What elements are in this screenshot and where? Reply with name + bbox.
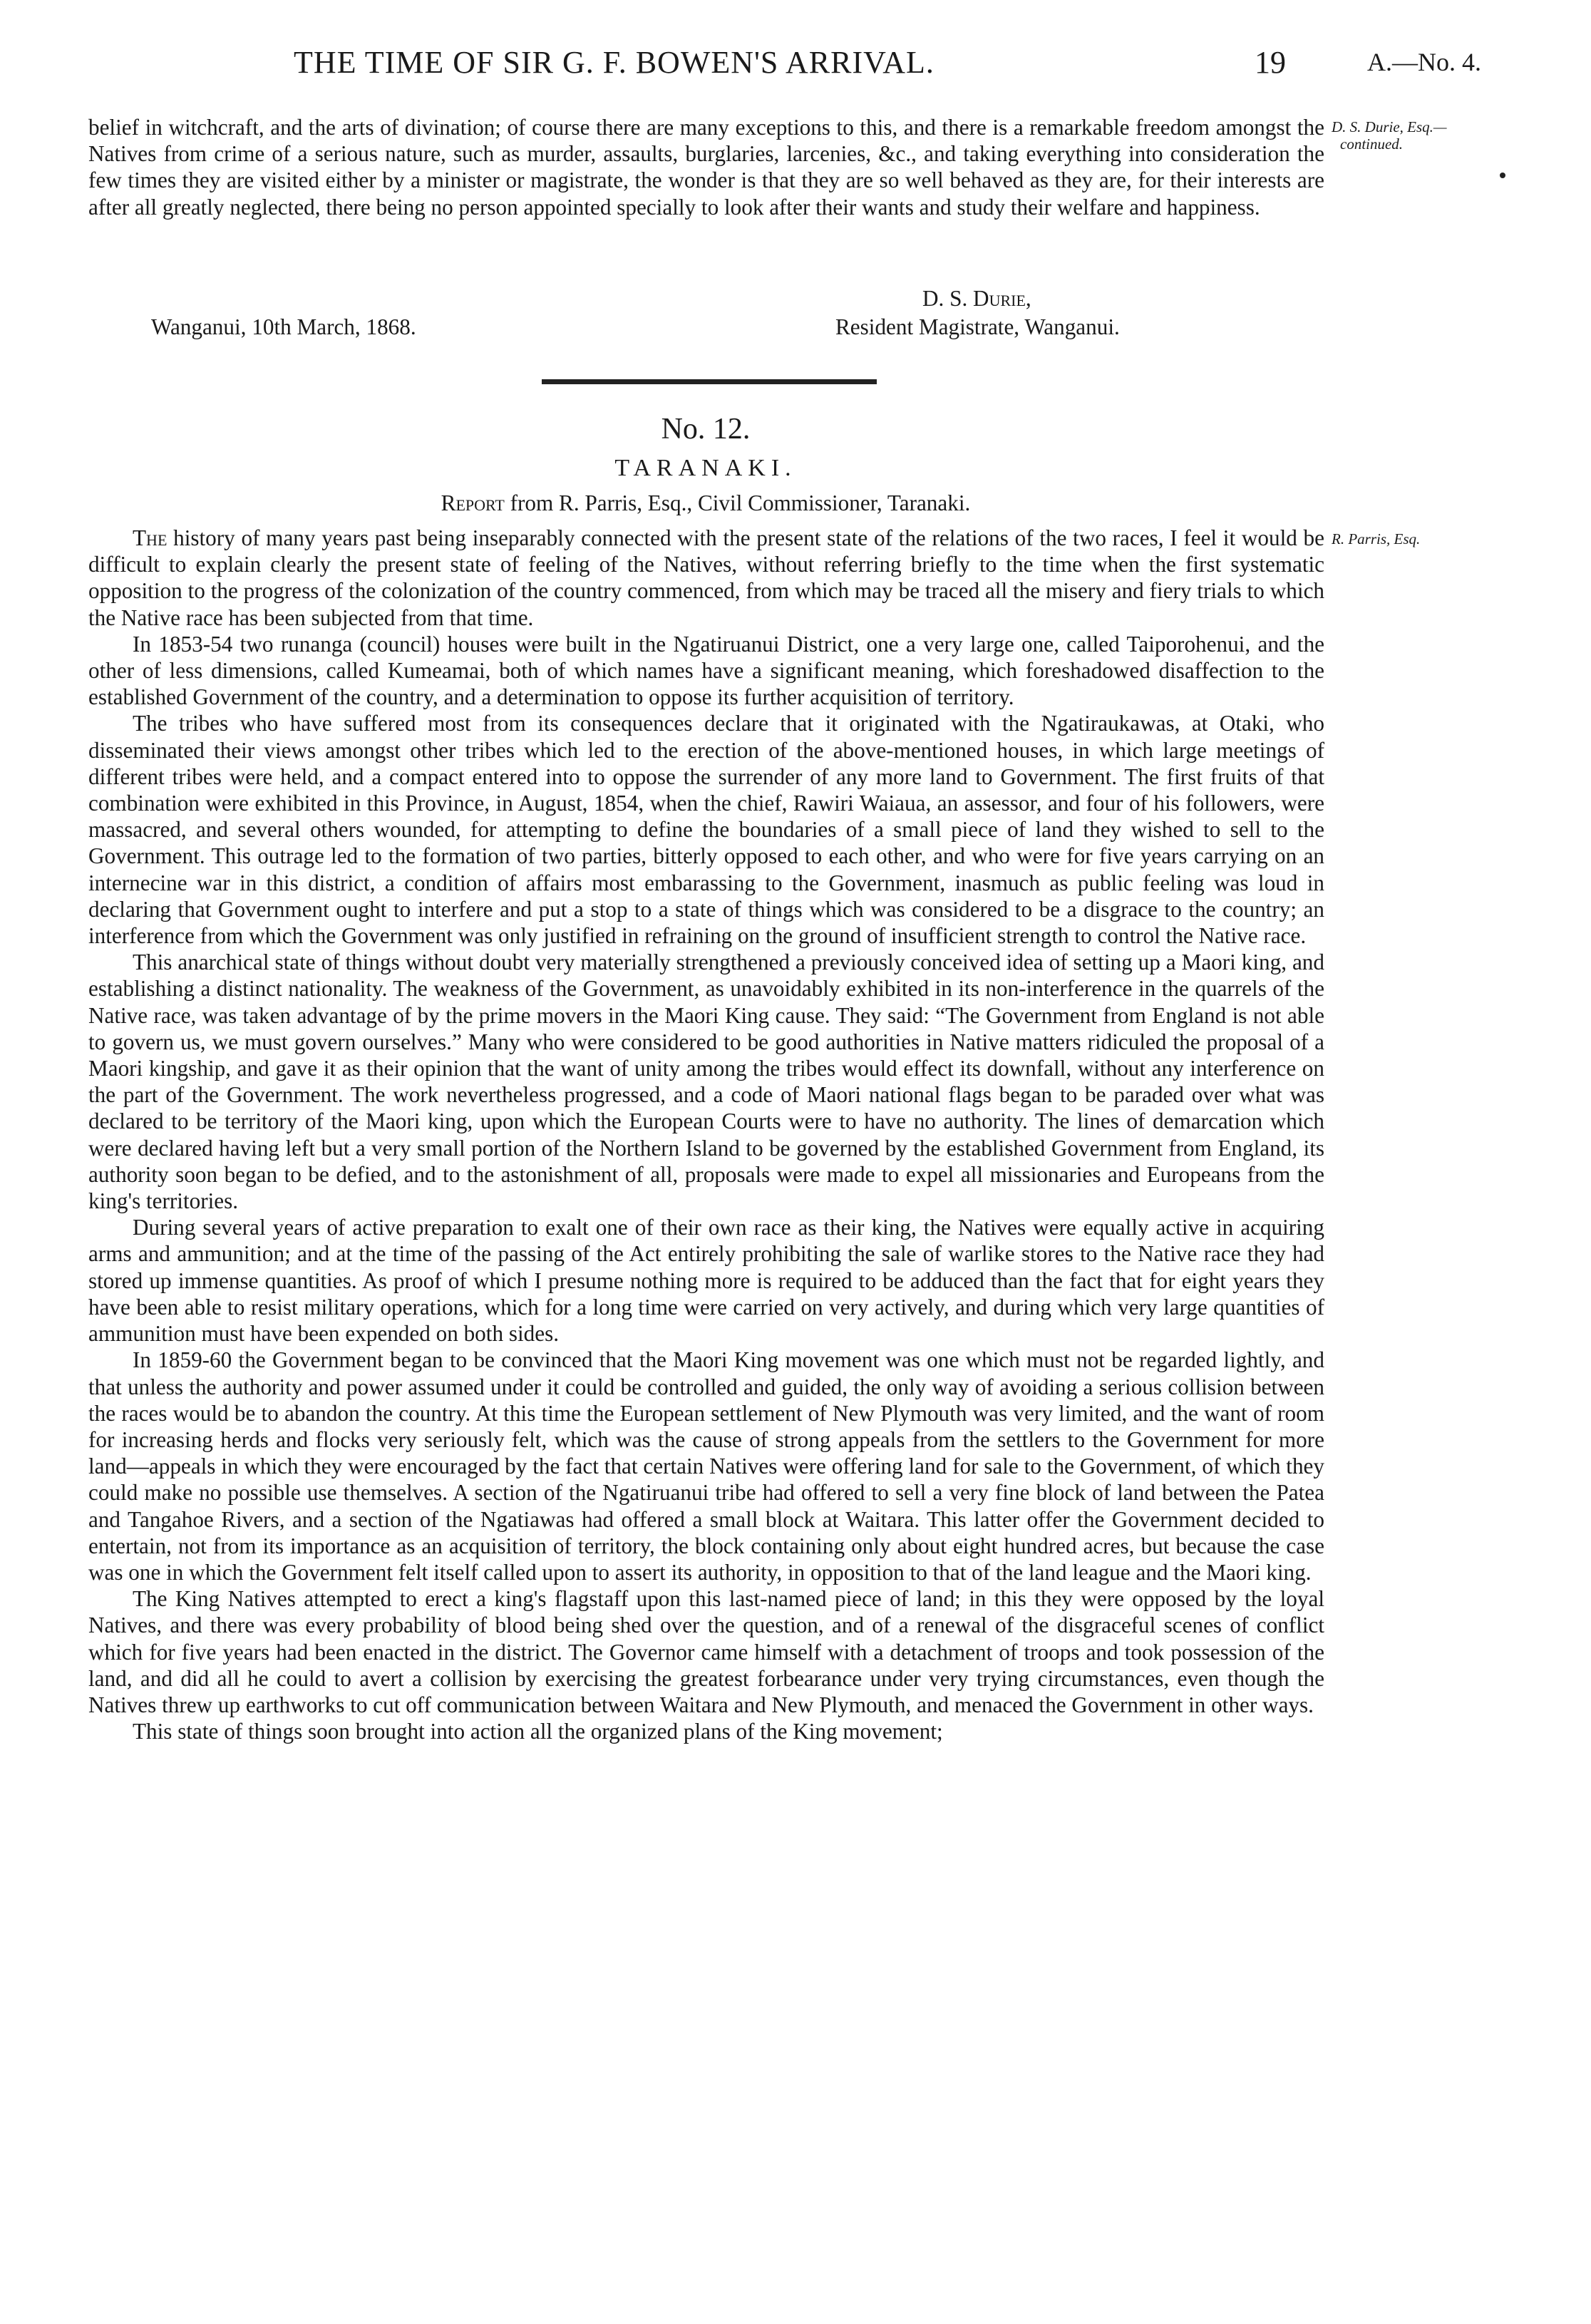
paragraph: In 1859-60 the Government began to be convinced that the Maori King movement was one which must not be regarded lightly, and that unless the authority and power assumed under it could be controlled and guided, the only way of avoiding a serious collision between the races would be to abandon the country. At this time the European settlement of New Plymouth was very limited, and the want of room for increasing herds and flocks very seriously felt, which was the cause of strong appeals from the settlers to the Government for more land—appeals in which they were encouraged by the fact that certain Natives were offering land for sale to the Government, of which they could make no possible use themselves. A section of the Ngatiruanui tribe had offered to sell a very fine block of land between the Patea and Tangahoe Rivers, and a section of the Ngatiawas had offered a small block at Waitara. This latter offer the Government decided to entertain, not from its importance as an acquisition of territory, the block containing only about eight hundred acres, but because the case was one in which the Government felt itself called upon to assert its authority, in opposition to that of the land league and the Maori king. — [88, 1347, 1324, 1585]
section-number: No. 12. — [661, 413, 751, 446]
report-byline: Report from R. Parris, Esq., Civil Commissioner, Taranaki. — [441, 490, 971, 515]
paragraph: belief in witchcraft, and the arts of divination; of course there are many exceptions to this, and there is a remarkable freedom amongst the Natives from crime of a serious nature, such as murder, assaults, burglaries, larcenies, &c., and taking everything into consideration the few times they are visited either by a minister or magistrate, the wonder is that they are so well behaved as they are, for their interests are after all greatly neglected, there being no person appointed specially to look after their wants and study their welfare and happiness. — [88, 115, 1324, 220]
margin-dot — [1500, 173, 1505, 178]
document-reference: A.—No. 4. — [1367, 48, 1481, 76]
place-date: Wanganui, 10th March, 1868. — [151, 314, 416, 339]
running-title: THE TIME OF SIR G. F. BOWEN'S ARRIVAL. — [294, 45, 934, 80]
parris-report-body — [88, 525, 1324, 1744]
margin-note-durie: D. S. Durie, Esq.— continued. — [1332, 118, 1447, 153]
paragraph: This anarchical state of things without doubt very materially strengthened a previously conceived idea of setting up a Maori king, and establishing a distinct nationality. The weakness of the Government, as unavoidably exhibited in its non-interference in the quarrels of the Native race, was taken advantage of by the prime movers in the Maori King cause. They said: “The Government from England is not able to govern us, we must govern ourselves.” Many who were considered to be good authorities in Native matters ridiculed the proposal of a Maori kingship, and gave it as their opinion that the want of unity among the tribes would effect its downfall, without any interference on the part of the Government. The work nevertheless progressed, and a code of Maori national flags began to be paraded over what was declared to be territory of the Maori king, upon which the European Courts were to have no authority. The lines of demarcation which were declared having left but a very small portion of the Northern Island to be governed by the established Government from England, its authority soon began to be defied, and to the astonishment of all, proposals were made to expel all missionaries and Europeans from the king's territories. — [88, 950, 1324, 1214]
paragraph: During several years of active preparation to exalt one of their own race as their king, the Natives were equally active in acquiring arms and ammunition; and at the time of the passing of the Act entirely prohibiting the sale of warlike stores to the Native race they had stored up immense quantities. As proof of which I presume nothing more is required to be adduced than the fact that for eight years they have been able to resist military operations, which for a long time were carried on very actively, and during which very large quantities of ammunition must have been expended on both sides. — [88, 1215, 1324, 1347]
margin-note-parris: R. Parris, Esq. — [1332, 530, 1421, 547]
section-divider — [542, 379, 877, 384]
paragraph: The history of many years past being inseparably connected with the present state of the relations of the two races, I feel it would be difficult to explain clearly the present state of feeling of the Natives, without referring briefly to the time when the first systematic opposition to the progress of the colonization of the country commenced, from which may be traced all the misery and fiery trials to which the Native race has been subjected from that time. — [88, 525, 1324, 630]
paragraph: This state of things soon brought into action all the organized plans of the King movement; — [133, 1719, 943, 1744]
paragraph: The King Natives attempted to erect a king's flagstaff upon this last-named piece of land; in this they were opposed by the loyal Natives, and there was every probability of blood being shed over the question, and of a renewal of the disgraceful scenes of conflict which for five years had been enacted in the district. The Governor came himself with a detachment of troops and took possession of the land, and did all he could to avert a collision by exercising the greatest forbearance under very trying circumstances, even though the Natives threw up earthworks to cut off communication between Waitara and New Plymouth, and menaced the Government in other ways. — [88, 1586, 1324, 1717]
page-header — [0, 44, 1591, 87]
section-place: TARANAKI. — [614, 455, 797, 481]
signature-title: Resident Magistrate, Wanganui. — [835, 314, 1120, 339]
signature-name: D. S. Durie, — [922, 286, 1031, 311]
durie-report-continuation — [88, 114, 1324, 220]
page-number: 19 — [1255, 45, 1286, 80]
paragraph: In 1853-54 two runanga (council) houses were built in the Ngatiruanui District, one a very large one, called Taiporohenui, and the other of less dimensions, called Kumeamai, both of which names have a significant meaning, which foreshadowed disaffection to the established Government of the country, and a determination to oppose its further acquisition of territory. — [88, 631, 1324, 710]
paragraph: The tribes who have suffered most from its consequences declare that it originated with the Ngatiraukawas, at Otaki, who disseminated their views amongst other tribes which led to the erection of the above-mentioned houses, in which large meetings of different tribes were held, and a compact entered into to oppose the surrender of any more land to Government. The first fruits of that combination were exhibited in this Province, in August, 1854, when the chief, Rawiri Waiaua, an assessor, and four of his followers, were massacred, and several others wounded, for attempting to define the boundaries of a small piece of land they wished to sell to the Government. This outrage led to the formation of two parties, bitterly opposed to each other, and who were for five years carrying on an internecine war in this district, a condition of affairs most embarassing to the Government, inasmuch as public feeling was loud in declaring that Government ought to interfere and put a stop to a state of things which was considered to be a disgrace to the country; an interference from which the Government was only justified in refraining on the ground of insufficient strength to control the Native race. — [88, 711, 1324, 949]
